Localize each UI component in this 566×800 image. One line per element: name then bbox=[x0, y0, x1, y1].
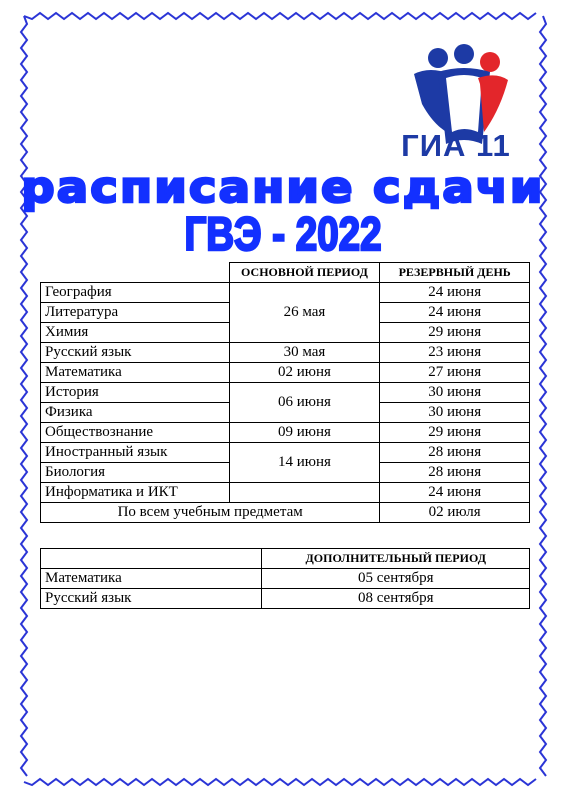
subject-cell: Математика bbox=[41, 569, 262, 589]
page-subtitle: ГВЭ - 2022 bbox=[184, 207, 382, 260]
column-header-additional: ДОПОЛНИТЕЛЬНЫЙ ПЕРИОД bbox=[262, 549, 530, 569]
table-row bbox=[41, 569, 530, 589]
all-subjects-label: По всем учебным предметам bbox=[41, 503, 380, 523]
subject-cell: Химия bbox=[41, 323, 230, 343]
table-row-all-subjects bbox=[41, 503, 530, 523]
additional-schedule-table bbox=[40, 548, 530, 609]
subject-cell: Литература bbox=[41, 303, 230, 323]
main-date-cell: 06 июня bbox=[229, 383, 380, 423]
column-header-main: ОСНОВНОЙ ПЕРИОД bbox=[229, 263, 380, 283]
table-row bbox=[41, 443, 530, 463]
table-header-row bbox=[41, 263, 530, 283]
reserve-date-cell: 27 июня bbox=[380, 363, 530, 383]
reserve-date-cell: 24 июня bbox=[380, 483, 530, 503]
subject-cell: Иностранный язык bbox=[41, 443, 230, 463]
subject-cell: География bbox=[41, 283, 230, 303]
table-row bbox=[41, 423, 530, 443]
reserve-date-cell: 24 июня bbox=[380, 303, 530, 323]
table-row bbox=[41, 343, 530, 363]
subject-cell: Биология bbox=[41, 463, 230, 483]
subject-cell: Русский язык bbox=[41, 343, 230, 363]
reserve-date-cell: 02 июля bbox=[380, 503, 530, 523]
date-cell: 08 сентября bbox=[262, 589, 530, 609]
table-row bbox=[41, 283, 530, 303]
column-header-reserve: РЕЗЕРВНЫЙ ДЕНЬ bbox=[380, 263, 530, 283]
page-title: расписание сдачи bbox=[21, 163, 545, 213]
reserve-date-cell: 28 июня bbox=[380, 463, 530, 483]
table-row bbox=[41, 383, 530, 403]
table-row bbox=[41, 363, 530, 383]
reserve-date-cell: 24 июня bbox=[380, 283, 530, 303]
subject-cell: История bbox=[41, 383, 230, 403]
reserve-date-cell: 30 июня bbox=[380, 383, 530, 403]
main-date-cell: 09 июня bbox=[229, 423, 380, 443]
reserve-date-cell: 29 июня bbox=[380, 323, 530, 343]
header-blank bbox=[41, 263, 230, 283]
subject-cell: Физика bbox=[41, 403, 230, 423]
subject-cell: Русский язык bbox=[41, 589, 262, 609]
reserve-date-cell: 29 июня bbox=[380, 423, 530, 443]
main-date-cell: 02 июня bbox=[229, 363, 380, 383]
reserve-date-cell: 30 июня bbox=[380, 403, 530, 423]
main-date-cell bbox=[229, 483, 380, 503]
header-blank bbox=[41, 549, 262, 569]
date-cell: 05 сентября bbox=[262, 569, 530, 589]
main-schedule-table bbox=[40, 262, 530, 523]
logo-text: ГИА 11 bbox=[401, 128, 511, 163]
reserve-date-cell: 28 июня bbox=[380, 443, 530, 463]
main-date-cell: 30 мая bbox=[229, 343, 380, 363]
subject-cell: Обществознание bbox=[41, 423, 230, 443]
table-row bbox=[41, 589, 530, 609]
table-header-row bbox=[41, 549, 530, 569]
subject-cell: Информатика и ИКТ bbox=[41, 483, 230, 503]
main-date-cell: 26 мая bbox=[229, 283, 380, 343]
main-date-cell: 14 июня bbox=[229, 443, 380, 483]
reserve-date-cell: 23 июня bbox=[380, 343, 530, 363]
table-row bbox=[41, 483, 530, 503]
subject-cell: Математика bbox=[41, 363, 230, 383]
